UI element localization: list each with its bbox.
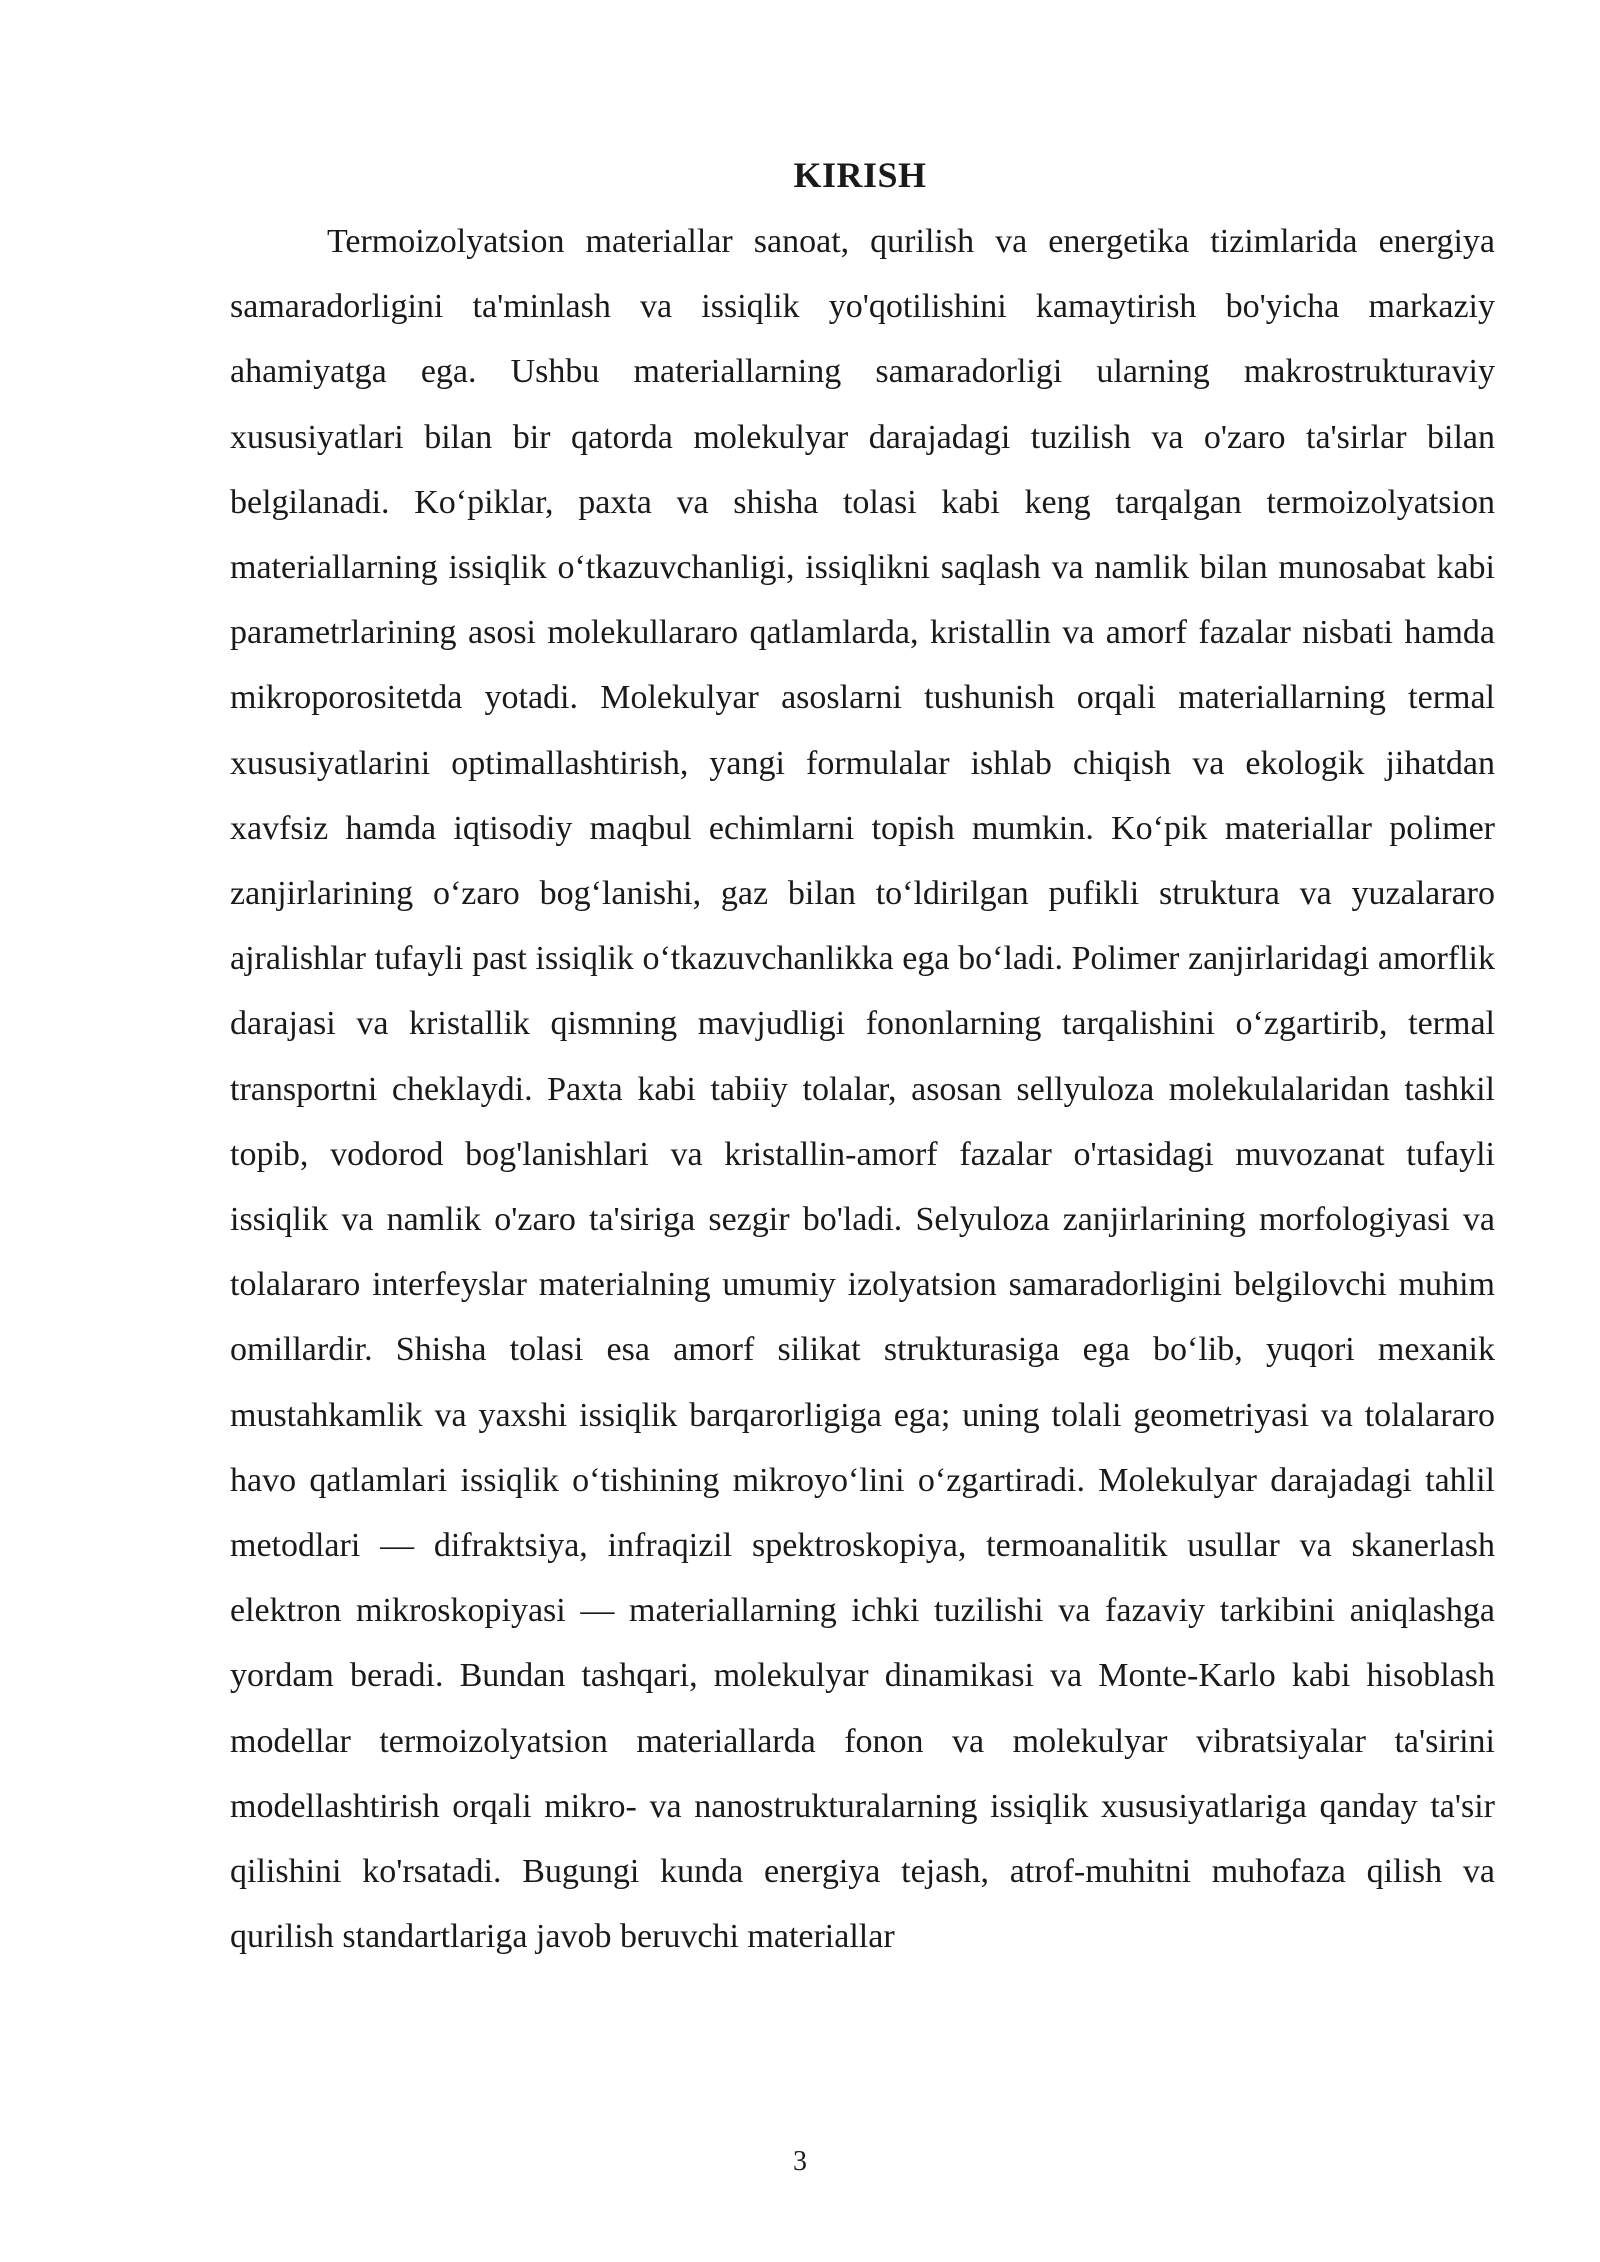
section-title: KIRISH (793, 155, 927, 195)
page-number: 3 (793, 2146, 807, 2177)
body-paragraph: Termoizolyatsion materiallar sanoat, qurilish va energetika tizimlarida energiya samaradorligini ta'minlash va issiqlik yo'qotilishini kamaytirish bo'yicha markaziy ahamiyatga ega. Ushbu materiallarning samaradorligi ularning makrostrukturaviy xususiyatlari bilan bir qatorda molekulyar darajadagi tuzilish va o'zaro ta'sirlar bilan belgilanadi. Ko‘piklar, paxta va shisha tolasi kabi keng tarqalgan termoizolyatsion materiallarning issiqlik o‘tkazuvchanligi, issiqlikni saqlash va namlik bilan munosabat kabi parametrlarining asosi molekullararo qatlamlarda, kristallin va amorf fazalar nisbati hamda mikroporositetda yotadi. Molekulyar asoslarni tushunish orqali materiallarning termal xususiyatlarini optimallashtirish, yangi formulalar ishlab chiqish va ekologik jihatdan xavfsiz hamda iqtisodiy maqbul echimlarni topish mumkin. Ko‘pik materiallar polimer zanjirlarining o‘zaro bog‘lanishi, gaz bilan to‘ldirilgan pufikli struktura va yuzalararo ajralishlar tufayli past issiqlik o‘tkazuvchanlikka ega bo‘ladi. Polimer zanjirlaridagi amorflik darajasi va kristallik qismning mavjudligi fononlarning tarqalishini o‘zgartirib, termal transportni cheklaydi. Paxta kabi tabiiy tolalar, asosan sellyuloza molekulalaridan tashkil topib, vodorod bog'lanishlari va kristallin-amorf fazalar o'rtasidagi muvozanat tufayli issiqlik va namlik o'zaro ta'siriga sezgir bo'ladi. Selyuloza zanjirlarining morfologiyasi va tolalararo interfeyslar materialning umumiy izolyatsion samaradorligini belgilovchi muhim omillardir. Shisha tolasi esa amorf silikat strukturasiga ega bo‘lib, yuqori mexanik mustahkamlik va yaxshi issiqlik barqarorligiga ega; uning tolali geometriyasi va tolalararo havo qatlamlari issiqlik o‘tishining mikroyo‘lini o‘zgartiradi. Molekulyar darajadagi tahlil metodlari — difraktsiya, infraqizil spektroskopiya, termoanalitik usullar va skanerlash elektron mikroskopiyasi — materiallarning ichki tuzilishi va fazaviy tarkibini aniqlashga yordam beradi. Bundan tashqari, molekulyar dinamikasi va Monte-Karlo kabi hisoblash modellar termoizolyatsion materiallarda fonon va molekulyar vibratsiyalar ta'sirini modellashtirish orqali mikro- va nanostrukturalarning issiqlik xususiyatlariga qanday ta'sir qilishini ko'rsatadi. Bugungi kunda energiya tejash, atrof-muhitni muhofaza qilish va qurilish standartlariga javob beruvchi materiallar (230, 223, 1495, 1956)
